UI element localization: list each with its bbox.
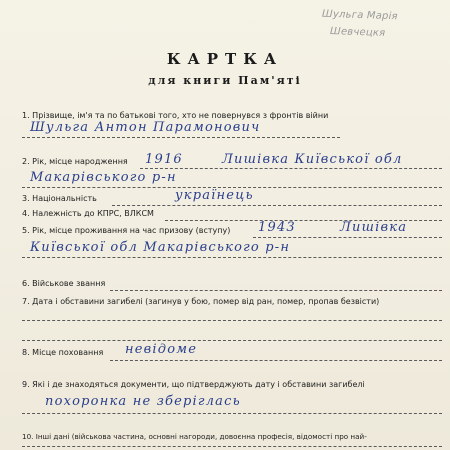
- field-5-line-2: [22, 257, 442, 258]
- field-10-line: [22, 446, 442, 447]
- field-1-label: 1. Прізвище, ім'я та по батькові того, хто не повернувся з фронтів війни: [22, 111, 329, 120]
- field-1-value: Шульга Антон Парамонович: [30, 120, 261, 135]
- field-10-label: 10. Інші дані (військова частина, основні нагороди, довоєнна професія, відомості про най-: [22, 432, 367, 441]
- field-5-region: Київської обл Макарівського р-н: [30, 240, 291, 255]
- field-8-label: 8. Місце поховання: [22, 348, 104, 357]
- field-9-value: похоронка не зберіглась: [45, 394, 241, 409]
- field-6-label: 6. Військове звання: [22, 279, 106, 288]
- field-6-line: [110, 290, 442, 291]
- field-3-value: українець: [175, 188, 254, 203]
- field-1-line: [22, 137, 340, 138]
- field-9-line: [22, 413, 442, 414]
- field-2-place: Лишівка Київської обл: [222, 152, 403, 167]
- field-4-label: 4. Належність до КПРС, ВЛКСМ: [22, 209, 154, 218]
- pencil-note-name: Шульга Марія: [321, 8, 398, 23]
- field-2-line-1: [140, 168, 442, 169]
- card-title: КАРТКА: [166, 50, 284, 68]
- field-7-line-1: [22, 320, 442, 321]
- field-3-line: [112, 205, 442, 206]
- card-subtitle: для книги Пам'яті: [148, 74, 302, 87]
- field-3-label: 3. Національність: [22, 194, 97, 203]
- field-5-village: Лишівка: [340, 220, 408, 235]
- field-9-label: 9. Які і де знаходяться документи, що підтверджують дату і обставини загибелі: [22, 380, 365, 389]
- field-2-district: Макарівського р-н: [30, 170, 177, 185]
- field-2-year: 1916: [145, 152, 183, 167]
- field-2-label: 2. Рік, місце народження: [22, 157, 128, 166]
- field-5-label: 5. Рік, місце проживання на час призову (вступу): [22, 226, 231, 235]
- field-5-year: 1943: [258, 220, 296, 235]
- field-8-line: [110, 360, 442, 361]
- pencil-note-surname: Шевчецкя: [329, 26, 386, 39]
- field-7-line-2: [22, 340, 442, 341]
- field-8-value: невідоме: [125, 342, 198, 357]
- field-7-label: 7. Дата і обставини загибелі (загинув у бою, помер від ран, помер, пропав безвісти): [22, 297, 380, 306]
- field-5-line-1: [253, 237, 442, 238]
